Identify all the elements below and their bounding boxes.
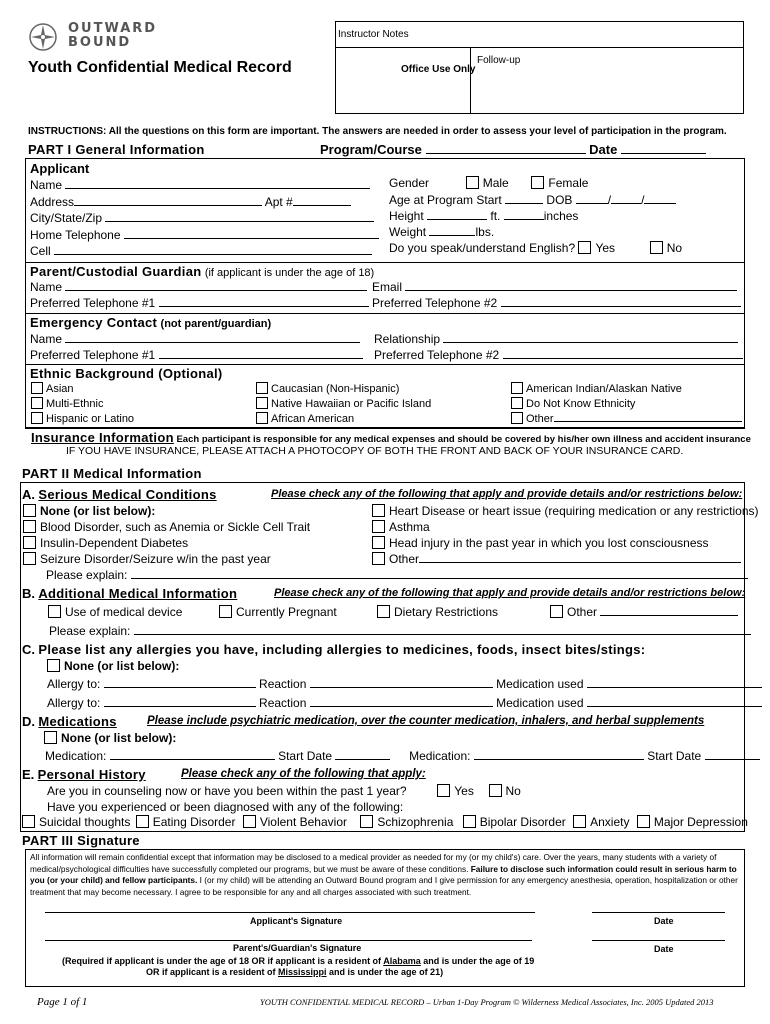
condition-checkbox[interactable] [372, 552, 385, 565]
history-option[interactable] [463, 815, 566, 829]
section-e-title: Personal History [37, 767, 146, 782]
ethnic-label: Do Not Know Ethnicity [526, 398, 636, 410]
history-label: Schizophrenia [377, 815, 454, 829]
section-b-note: Please check any of the following that apply and provide details and/or restrictions below: [274, 587, 746, 599]
office-use-only-label: Office Use Only [401, 64, 476, 75]
logo-line2: BOUND [68, 35, 132, 50]
guardian-label: Parent/Custodial Guardian [30, 264, 202, 279]
part2-heading: PART II Medical Information [22, 466, 202, 481]
ethnic-option[interactable] [31, 397, 134, 412]
ethnic-label: African American [271, 413, 355, 425]
male-checkbox[interactable] [466, 176, 479, 189]
address-field[interactable] [30, 195, 351, 209]
ethnic-label: Caucasian (Non-Hispanic) [271, 383, 400, 395]
condition-label: Head injury in the past year in which you lost consciousness [389, 536, 709, 550]
condition-checkbox[interactable] [23, 536, 36, 549]
name-field[interactable] [30, 178, 370, 192]
guardian-email-label: Email [372, 280, 403, 294]
reaction-label: Reaction [259, 677, 307, 691]
consent-text-c: I (or my child) will be attending an Outward Bound program and I give permission for any emergency anesthesia, operation, hospitalization or other treatment that may become necessary. I agree to be responsible for any and all charges associated with such treatment. [30, 875, 738, 897]
emergency-tel2-label: Preferred Telephone #2 [374, 348, 500, 362]
history-option[interactable] [22, 815, 130, 829]
height-label: Height [389, 209, 424, 223]
condition-checkbox[interactable] [372, 520, 385, 533]
guardian-signature-line[interactable] [45, 940, 532, 941]
consent-text-b: Failure to disclose such information could result in serious harm to you (or your child) and fellow participants. [30, 863, 737, 885]
section-b-letter: B. [22, 586, 35, 601]
age-dob-field[interactable]: Age at Program Start DOB / / [389, 193, 676, 207]
counseling-label: Are you in counseling now or have you been within the past 1 year? [47, 784, 407, 798]
instructions [28, 126, 727, 137]
allergy-label: Allergy to: [47, 696, 101, 710]
part1-heading: PART I General Information [28, 142, 205, 157]
date-label: Date [589, 142, 618, 157]
section-c-title: Please list any allergies you have, including allergies to medicines, foods, insect bites/stings: [38, 642, 646, 657]
apt-label: Apt # [264, 195, 293, 209]
page-number: Page 1 of 1 [37, 996, 88, 1008]
condition-label: Blood Disorder, such as Anemia or Sickle Cell Trait [40, 520, 311, 534]
history-checkbox[interactable] [360, 815, 373, 828]
follow-up-divider [470, 47, 471, 114]
emergency-tel1-field[interactable] [30, 348, 363, 362]
ethnic-checkbox[interactable] [31, 397, 43, 409]
section-a-letter: A. [22, 487, 35, 502]
diagnosed-question: Have you experienced or been diagnosed with any of the following: [47, 800, 404, 814]
c-none-checkbox[interactable] [47, 659, 60, 672]
applicant-date-line[interactable] [592, 912, 725, 913]
ethnic-checkbox[interactable] [256, 412, 268, 424]
guardian-date-label: Date [654, 944, 674, 954]
city-label: City/State/Zip [30, 211, 103, 225]
follow-up-label: Follow-up [477, 55, 521, 66]
ethnic-label: Multi-Ethnic [46, 398, 104, 410]
alabama: Alabama [383, 956, 421, 966]
english-no-checkbox[interactable] [650, 241, 663, 254]
med-used-label: Medication used [496, 696, 584, 710]
c-none-label: None (or list below): [64, 659, 180, 673]
history-option[interactable] [243, 815, 347, 829]
ethnic-label: Hispanic or Latino [46, 413, 135, 425]
b-explain-field[interactable] [49, 624, 751, 638]
cell-label: Cell [30, 244, 51, 258]
emergency-note: (not parent/guardian) [160, 318, 272, 330]
emergency-heading [30, 315, 271, 330]
weight-label: Weight [389, 225, 427, 239]
condition-checkbox[interactable] [372, 536, 385, 549]
ethnic-option[interactable] [256, 382, 431, 397]
condition-checkbox[interactable] [23, 520, 36, 533]
history-label: Bipolar Disorder [479, 815, 566, 829]
section-d-letter: D. [22, 714, 35, 729]
b-option-pregnant[interactable] [219, 605, 337, 619]
ethnic-checkbox[interactable] [256, 382, 268, 394]
history-checkbox[interactable] [22, 815, 35, 828]
guardian-signature-label: Parent's/Guardian's Signature [233, 943, 362, 953]
english-no-label: No [666, 241, 683, 255]
condition-option[interactable] [23, 519, 310, 535]
section-d-title: Medications [38, 714, 117, 729]
d-none-checkbox[interactable] [44, 731, 57, 744]
history-label: Anxiety [590, 815, 630, 829]
ethnic-label: American Indian/Alaskan Native [526, 383, 682, 395]
ft-label: ft. [490, 209, 501, 223]
ethnic-checkbox[interactable] [31, 382, 43, 394]
height-field[interactable] [389, 209, 578, 223]
history-checkbox[interactable] [136, 815, 149, 828]
d-none-label: None (or list below): [61, 731, 177, 745]
condition-label: Asthma [389, 520, 430, 534]
b-label: Dietary Restrictions [394, 605, 499, 619]
name-label: Name [30, 178, 63, 192]
ethnic-col1 [31, 382, 134, 427]
consent-text-a: All information will remain confidential except that information may be disclosed to a medical provider as needed for my (or my child's) care. Over the years, many students with a variety of medical/psychological difficulties have successfully completed our programs, but we must be aware of these conditions. [30, 852, 717, 874]
condition-checkbox[interactable] [372, 504, 385, 517]
page-title: Youth Confidential Medical Record [28, 59, 292, 76]
guardian-tel2-label: Preferred Telephone #2 [372, 296, 498, 310]
insurance-label: Insurance Information [31, 430, 174, 445]
b-checkbox[interactable] [550, 605, 563, 618]
ethnic-label: Native Hawaiian or Pacific Island [271, 398, 432, 410]
counseling-question [47, 784, 521, 798]
ethnic-col3 [511, 382, 742, 427]
part3-heading: PART III Signature [22, 833, 140, 848]
ethnic-option[interactable] [511, 397, 742, 412]
medication-label: Medication: [45, 749, 107, 763]
condition-label: Heart Disease or heart issue (requiring medication or any restrictions) [389, 504, 759, 518]
gender-label: Gender [389, 176, 430, 190]
guardian-date-line[interactable] [592, 940, 725, 941]
applicant-signature-label: Applicant's Signature [250, 916, 343, 926]
instructor-notes-label: Instructor Notes [338, 29, 409, 40]
guardian-note: (if applicant is under the age of 18) [204, 267, 375, 279]
d-none-option[interactable] [44, 731, 176, 745]
city-field[interactable] [30, 211, 374, 225]
med-used-label: Medication used [496, 677, 584, 691]
condition-option[interactable] [372, 535, 759, 551]
emergency-name-field[interactable] [30, 332, 360, 346]
section-a-right [372, 503, 759, 567]
b-label: Other [567, 605, 598, 619]
b-option-device[interactable] [48, 605, 182, 619]
section-a-heading [22, 487, 217, 502]
program-course-field[interactable] [320, 142, 706, 157]
home-telephone-field[interactable] [30, 228, 379, 242]
gender-field [389, 176, 588, 190]
guardian-email-field[interactable] [372, 280, 737, 294]
male-label: Male [482, 176, 509, 190]
section-d-heading [22, 714, 117, 729]
start-date-label: Start Date [647, 749, 702, 763]
consent-text [30, 852, 742, 898]
b-checkbox[interactable] [377, 605, 390, 618]
emergency-label: Emergency Contact [30, 315, 158, 330]
b-option-other[interactable] [550, 605, 738, 619]
condition-label: None (or list below): [40, 504, 156, 518]
b-checkbox[interactable] [48, 605, 61, 618]
condition-checkbox[interactable] [23, 552, 36, 565]
b-option-dietary[interactable] [377, 605, 498, 619]
program-course-label: Program/Course [320, 142, 422, 157]
allergy-row-2[interactable] [47, 696, 762, 710]
emergency-tel2-field[interactable] [374, 348, 743, 362]
ethnic-checkbox[interactable] [256, 397, 268, 409]
emergency-name-label: Name [30, 332, 63, 346]
condition-label: Seizure Disorder/Seizure w/in the past year [40, 552, 271, 566]
history-checkbox[interactable] [637, 815, 650, 828]
section-a-note: Please check any of the following that apply and provide details and/or restrictions below: [271, 488, 743, 500]
requirement-line-2 [146, 967, 443, 977]
section-a-title: Serious Medical Conditions [38, 487, 217, 502]
guardian-name-field[interactable] [30, 280, 367, 294]
condition-option[interactable] [23, 503, 310, 519]
compass-logo-icon [28, 22, 58, 52]
section-c-heading [22, 642, 645, 657]
history-option[interactable] [637, 815, 748, 829]
condition-label: Insulin-Dependent Diabetes [40, 536, 189, 550]
section-c-letter: C. [22, 642, 35, 657]
condition-option[interactable] [372, 519, 759, 535]
history-option[interactable] [360, 815, 453, 829]
req2b: and is under the age of 21) [326, 967, 444, 977]
guardian-heading [30, 264, 374, 279]
instructions-label: INSTRUCTIONS: [28, 126, 107, 137]
section-e-letter: E. [22, 767, 35, 782]
c-none-option[interactable] [47, 659, 179, 673]
medication-row[interactable] [45, 749, 760, 763]
logo-line1: OUTWARD [68, 21, 158, 36]
ethnic-checkbox[interactable] [511, 412, 523, 424]
history-label: Eating Disorder [152, 815, 236, 829]
ethnic-option[interactable] [31, 412, 134, 427]
req2a: OR if applicant is a resident of [146, 967, 279, 977]
ethnic-option[interactable] [256, 397, 431, 412]
b-explain-label: Please explain: [49, 624, 131, 638]
insurance-line [31, 430, 751, 445]
counseling-yes-label: Yes [454, 784, 474, 798]
guardian-name-label: Name [30, 280, 63, 294]
history-label: Major Depression [653, 815, 748, 829]
relationship-label: Relationship [374, 332, 441, 346]
section-e-heading [22, 767, 146, 782]
condition-label: Other [389, 552, 420, 566]
ethnic-option[interactable] [511, 382, 742, 397]
insurance-photo-note: IF YOU HAVE INSURANCE, PLEASE ATTACH A PHOTOCOPY OF BOTH THE FRONT AND BACK OF YOUR INSURANCE CARD. [66, 445, 684, 457]
condition-option[interactable] [372, 503, 759, 519]
ethnic-checkbox[interactable] [31, 412, 43, 424]
applicant-signature-line[interactable] [45, 912, 535, 913]
req1a: (Required if applicant is under the age of 18 OR if applicant is a resident of [62, 956, 384, 966]
address-label: Address [30, 195, 75, 209]
applicant-date-label: Date [654, 916, 674, 926]
emergency-tel1-label: Preferred Telephone #1 [30, 348, 156, 362]
ethnic-label: Other [526, 413, 554, 425]
history-label: Violent Behavior [259, 815, 347, 829]
b-label: Currently Pregnant [236, 605, 337, 619]
ethnic-option[interactable] [511, 412, 742, 427]
allergy-row-1[interactable] [47, 677, 762, 691]
reaction-label: Reaction [259, 696, 307, 710]
inches-label: inches [543, 209, 579, 223]
weight-field[interactable] [389, 225, 494, 239]
history-option[interactable] [573, 815, 629, 829]
ethnic-heading: Ethnic Background (Optional) [30, 366, 223, 381]
condition-option[interactable] [372, 551, 759, 567]
section-d-note: Please include psychiatric medication, over the counter medication, inhalers, and herbal supplements [147, 715, 705, 727]
a-explain-label: Please explain: [46, 568, 128, 582]
guardian-tel2-field[interactable] [372, 296, 741, 310]
section-b-heading [22, 586, 237, 601]
medication-label: Medication: [409, 749, 471, 763]
relationship-field[interactable] [374, 332, 738, 346]
ethnic-label: Asian [46, 383, 74, 395]
insurance-text: Each participant is responsible for any medical expenses and should be covered by his/her own illness and accident insurance [176, 434, 751, 445]
home-telephone-label: Home Telephone [30, 228, 121, 242]
condition-option[interactable] [23, 551, 310, 567]
dob-label: DOB [546, 193, 573, 207]
english-yes-label: Yes [595, 241, 616, 255]
history-checkbox[interactable] [243, 815, 256, 828]
condition-checkbox[interactable] [23, 504, 36, 517]
age-start-label: Age at Program Start [389, 193, 502, 207]
start-date-label: Start Date [278, 749, 333, 763]
guardian-tel1-label: Preferred Telephone #1 [30, 296, 156, 310]
allergy-label: Allergy to: [47, 677, 101, 691]
ethnic-col2 [256, 382, 431, 427]
ethnic-checkbox[interactable] [511, 382, 523, 394]
requirement-line-1 [62, 956, 534, 966]
section-b-title: Additional Medical Information [38, 586, 238, 601]
history-option[interactable] [136, 815, 236, 829]
b-label: Use of medical device [65, 605, 183, 619]
b-checkbox[interactable] [219, 605, 232, 618]
english-label: Do you speak/understand English? [389, 241, 576, 255]
condition-option[interactable] [23, 535, 310, 551]
instructions-text: All the questions on this form are important. The answers are needed in order to assess your level of participation in the program. [108, 126, 727, 137]
english-field [389, 241, 682, 255]
section-a-left [23, 503, 310, 567]
history-label: Suicidal thoughts [39, 815, 131, 829]
english-yes-checkbox[interactable] [578, 241, 591, 254]
ethnic-option[interactable] [256, 412, 431, 427]
footer-doc-info: YOUTH CONFIDENTIAL MEDICAL RECORD – Urban 1-Day Program © Wilderness Medical Associates, Inc. 2005 Updated 2013 [260, 997, 714, 1007]
ethnic-checkbox[interactable] [511, 397, 523, 409]
cell-field[interactable] [30, 244, 372, 258]
history-checkbox[interactable] [573, 815, 586, 828]
history-checkbox[interactable] [463, 815, 476, 828]
applicant-heading: Applicant [30, 161, 90, 176]
a-explain-field[interactable] [46, 568, 748, 582]
ethnic-option[interactable] [31, 382, 134, 397]
req1b: and is under the age of 19 [420, 956, 535, 966]
counseling-no-label: No [505, 784, 521, 798]
history-options [22, 815, 748, 829]
lbs-label: lbs. [475, 225, 495, 239]
mississippi: Mississippi [278, 967, 327, 977]
female-checkbox[interactable] [531, 176, 544, 189]
female-label: Female [548, 176, 589, 190]
counseling-no-checkbox[interactable] [489, 784, 502, 797]
counseling-yes-checkbox[interactable] [437, 784, 450, 797]
section-e-note: Please check any of the following that apply: [181, 768, 426, 780]
guardian-tel1-field[interactable] [30, 296, 369, 310]
